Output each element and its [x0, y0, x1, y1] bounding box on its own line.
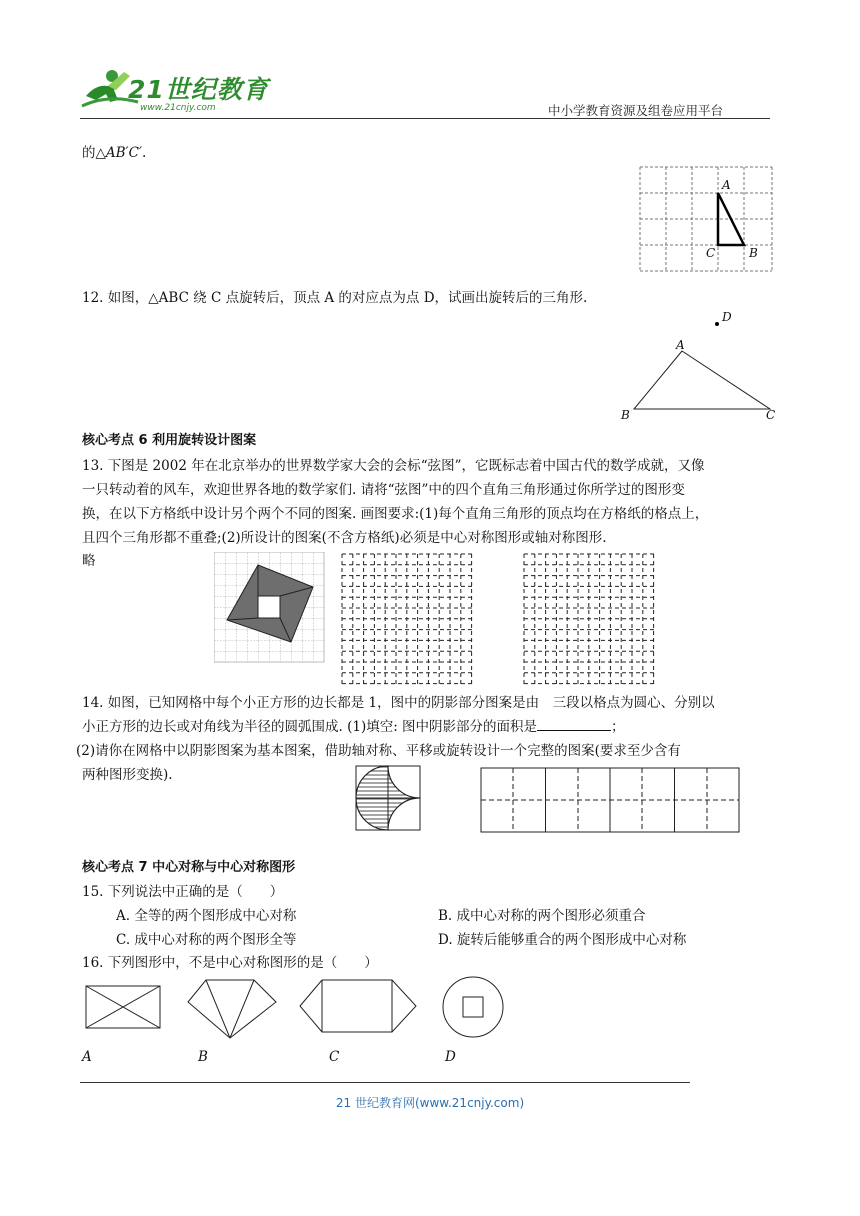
q14-answer-blank[interactable] — [537, 717, 611, 731]
q13-line-3: 换，在以下方格纸中设计另个两个不同的图案. 画图要求:(1)每个直角三角形的顶点均在方格纸的格点上， — [82, 506, 709, 522]
q13-line-4: 且四个三角形都不重叠;(2)所设计的图案(不含方格纸)必须是中心对称图形或轴对称图形. — [82, 530, 607, 546]
q13-answer: 略 — [82, 553, 96, 569]
q15-option-d[interactable]: D. 旋转后能够重合的两个图形成中心对称 — [438, 932, 687, 948]
footer-rule — [80, 1082, 690, 1083]
q11-label-b: B — [749, 246, 758, 260]
q12-label-b: B — [621, 408, 630, 422]
q12-label-d: D — [722, 310, 732, 324]
q15-stem: 15. 下列说法中正确的是（ ） — [82, 884, 284, 900]
q11-label-c: C — [706, 246, 716, 260]
footer-link[interactable]: 21 世纪教育网(www.21cnjy.com) — [335, 1096, 525, 1110]
q15-option-b[interactable]: B. 成中心对称的两个图形必须重合 — [438, 908, 646, 924]
q13-line-1: 13. 下图是 2002 年在北京举办的世界数学家大会的会标“弦图”，它既标志着中国古代的数学成就，又像 — [82, 458, 705, 474]
q11-tail-text: 的△AB′C′. — [82, 145, 147, 161]
q13-line-2: 一只转动着的风车，欢迎世界各地的数学家们. 请将“弦图”中的四个直角三角形通过你所学过的图形变 — [82, 482, 685, 498]
q16-label-c: C — [329, 1049, 340, 1065]
header-rule — [80, 118, 770, 119]
q16-figure-d[interactable] — [440, 974, 506, 1044]
q13-blank-grid-2 — [522, 552, 656, 690]
q16-stem: 16. 下列图形中，不是中心对称图形的是（ ） — [82, 955, 378, 971]
q11-grid-figure — [638, 165, 778, 279]
logo-url: www.21cnjy.com — [140, 103, 216, 113]
q13-string-figure — [214, 552, 326, 668]
q16-figure-a[interactable] — [82, 982, 164, 1036]
q14-line-2: 小正方形的边长或对角线为半径的圆弧围成. (1)填空: 图中阴影部分的面积是 ； — [82, 719, 625, 735]
q14-line-3: (2)请你在网格中以阴影图案为基本图案，借助轴对称、平移或旋转设计一个完整的图案(要求至少含有 — [76, 743, 681, 759]
q12-text: 12. 如图，△ABC 绕 C 点旋转后，顶点 A 的对应点为点 D，试画出旋转后的三角形. — [82, 290, 588, 306]
q14-blank-grid — [480, 767, 742, 837]
q14-arc-figure — [355, 765, 421, 835]
q16-label-d: D — [445, 1049, 456, 1065]
q16-figure-b[interactable] — [184, 976, 280, 1046]
q16-figure-c[interactable] — [296, 976, 420, 1040]
q14-line-1: 14. 如图，已知网格中每个小正方形的边长都是 1，图中的阴影部分图案是由 三段以格点为圆心、分别以 — [82, 695, 715, 711]
q14-line-4: 两种图形变换). — [82, 767, 173, 783]
q12-label-c: C — [766, 408, 776, 422]
q11-label-a: A — [722, 178, 731, 192]
logo-text: 21世纪教育 — [128, 75, 269, 104]
q15-option-a[interactable]: A. 全等的两个图形成中心对称 — [116, 908, 297, 924]
q12-label-a: A — [676, 338, 685, 352]
q16-label-b: B — [198, 1049, 208, 1065]
q16-label-a: A — [82, 1049, 92, 1065]
section7-title: 核心考点 7 中心对称与中心对称图形 — [82, 860, 296, 875]
q12-triangle-figure — [620, 305, 790, 429]
q13-blank-grid-1 — [340, 552, 474, 690]
section6-title: 核心考点 6 利用旋转设计图案 — [82, 433, 257, 448]
q15-option-c[interactable]: C. 成中心对称的两个图形全等 — [116, 932, 297, 948]
platform-name: 中小学教育资源及组卷应用平台 — [548, 103, 724, 118]
